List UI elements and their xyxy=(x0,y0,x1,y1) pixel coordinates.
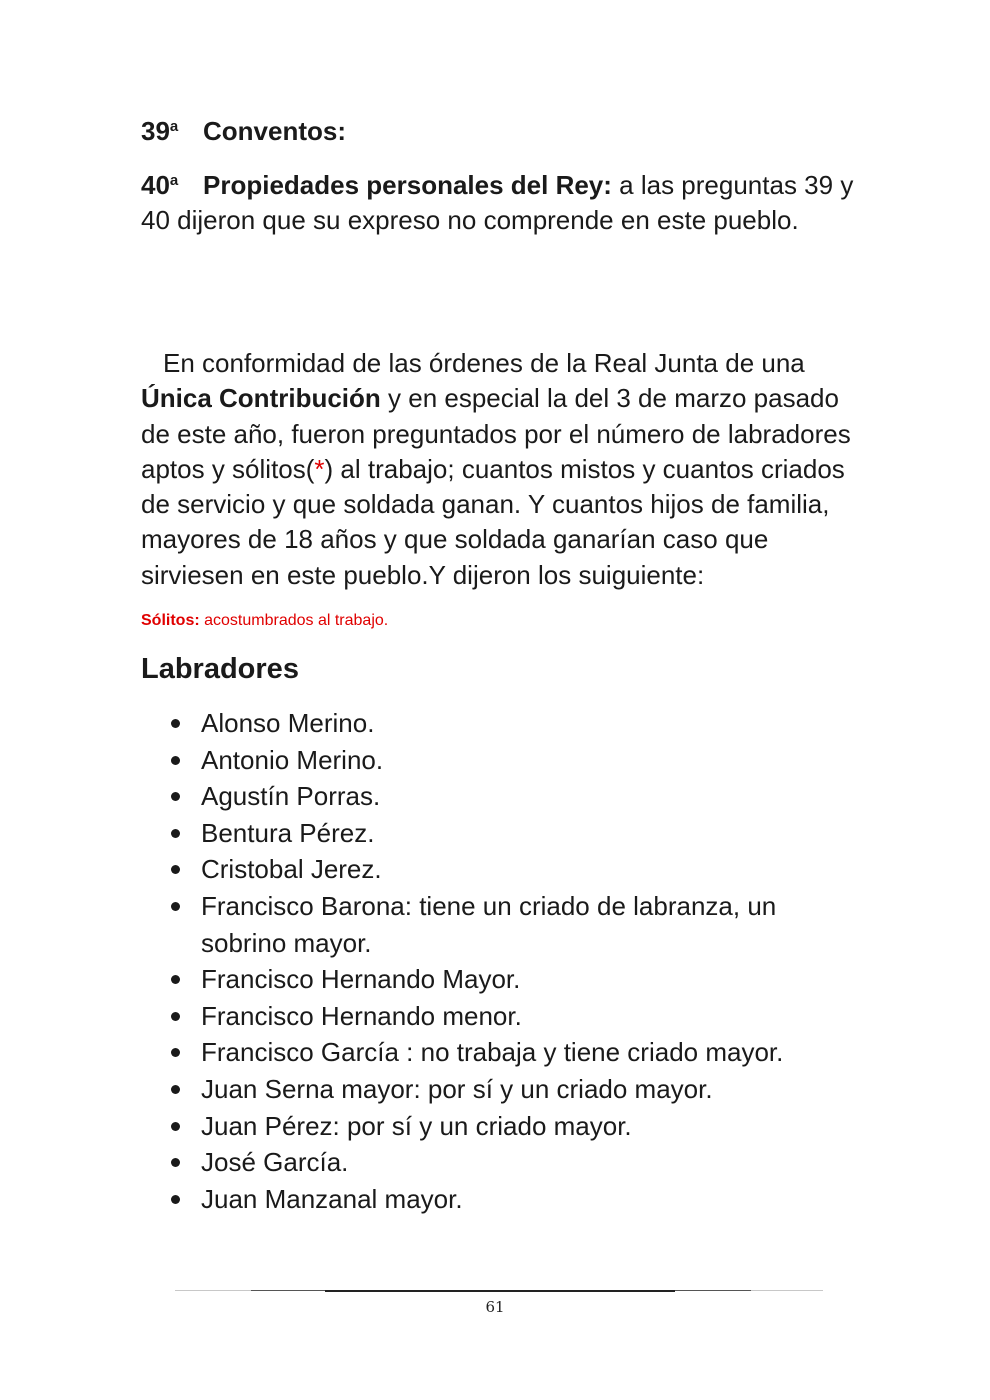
bullet-icon xyxy=(171,1122,180,1131)
page-number: 61 xyxy=(485,1298,505,1316)
question-title: Conventos: xyxy=(203,116,346,146)
question-number: 40$^a$ xyxy=(141,170,179,200)
bullet-icon xyxy=(171,1195,180,1204)
list-item: Agustín Porras. xyxy=(141,778,861,815)
section-heading: Labradores xyxy=(141,653,299,686)
bullet-icon xyxy=(171,1048,180,1057)
list-item: Juan Serna mayor: por sí y un criado mayor. xyxy=(141,1071,861,1108)
bullet-icon xyxy=(171,1012,180,1021)
footnote xyxy=(141,611,861,631)
labradores-list xyxy=(141,705,861,1217)
list-item: Antonio Merino. xyxy=(141,742,861,779)
footnote-definition: acostumbrados al trabajo. xyxy=(199,612,389,630)
list-item: Francisco García : no trabaja y tiene criado mayor. xyxy=(141,1034,861,1071)
list-item: Juan Pérez: por sí y un criado mayor. xyxy=(141,1108,861,1145)
bullet-icon xyxy=(171,756,180,765)
bullet-icon xyxy=(171,829,180,838)
list-item: Francisco Barona: tiene un criado de labranza, un sobrino mayor. xyxy=(141,888,861,961)
bullet-icon xyxy=(171,792,180,801)
bullet-icon xyxy=(171,1158,180,1167)
bullet-icon xyxy=(171,865,180,874)
list-item: Juan Manzanal mayor. xyxy=(141,1181,861,1218)
page-content xyxy=(141,114,861,1217)
body-paragraph: En conformidad de las órdenes de la Real Junta de una Única Contribución y en especial la del 3 de marzo pasado de este año, fueron preguntados por el número de labradores aptos y sólitos(*) al trabajo; cuantos mistos y cuantos criados de servicio y que soldada ganan. Y cuantos hijos de familia, mayores de 18 años y que soldada ganarían caso que sirviesen en este pueblo.Y dijeron los suiguiente: xyxy=(141,348,851,590)
list-item: Francisco Hernando menor. xyxy=(141,998,861,1035)
footer-divider xyxy=(175,1290,823,1293)
bullet-icon xyxy=(171,975,180,984)
bullet-icon xyxy=(171,719,180,728)
footnote-term: Sólitos: xyxy=(141,612,200,630)
footnote-marker: * xyxy=(314,453,325,484)
list-item: José García. xyxy=(141,1144,861,1181)
question-title: Propiedades personales del Rey: xyxy=(203,170,612,200)
question-39 xyxy=(141,114,861,149)
question-answer: a las preguntas 39 y 40 dijeron que su expreso no comprende en este pueblo. xyxy=(141,170,854,235)
question-40 xyxy=(141,168,861,238)
question-number: 39$^a$ xyxy=(141,116,179,146)
list-item: Francisco Hernando Mayor. xyxy=(141,961,861,998)
bullet-icon xyxy=(171,1085,180,1094)
bold-term: Única Contribución xyxy=(141,383,381,414)
list-item: Cristobal Jerez. xyxy=(141,851,861,888)
bullet-icon xyxy=(171,902,180,911)
list-item: Alonso Merino. xyxy=(141,705,861,742)
list-item: Bentura Pérez. xyxy=(141,815,861,852)
